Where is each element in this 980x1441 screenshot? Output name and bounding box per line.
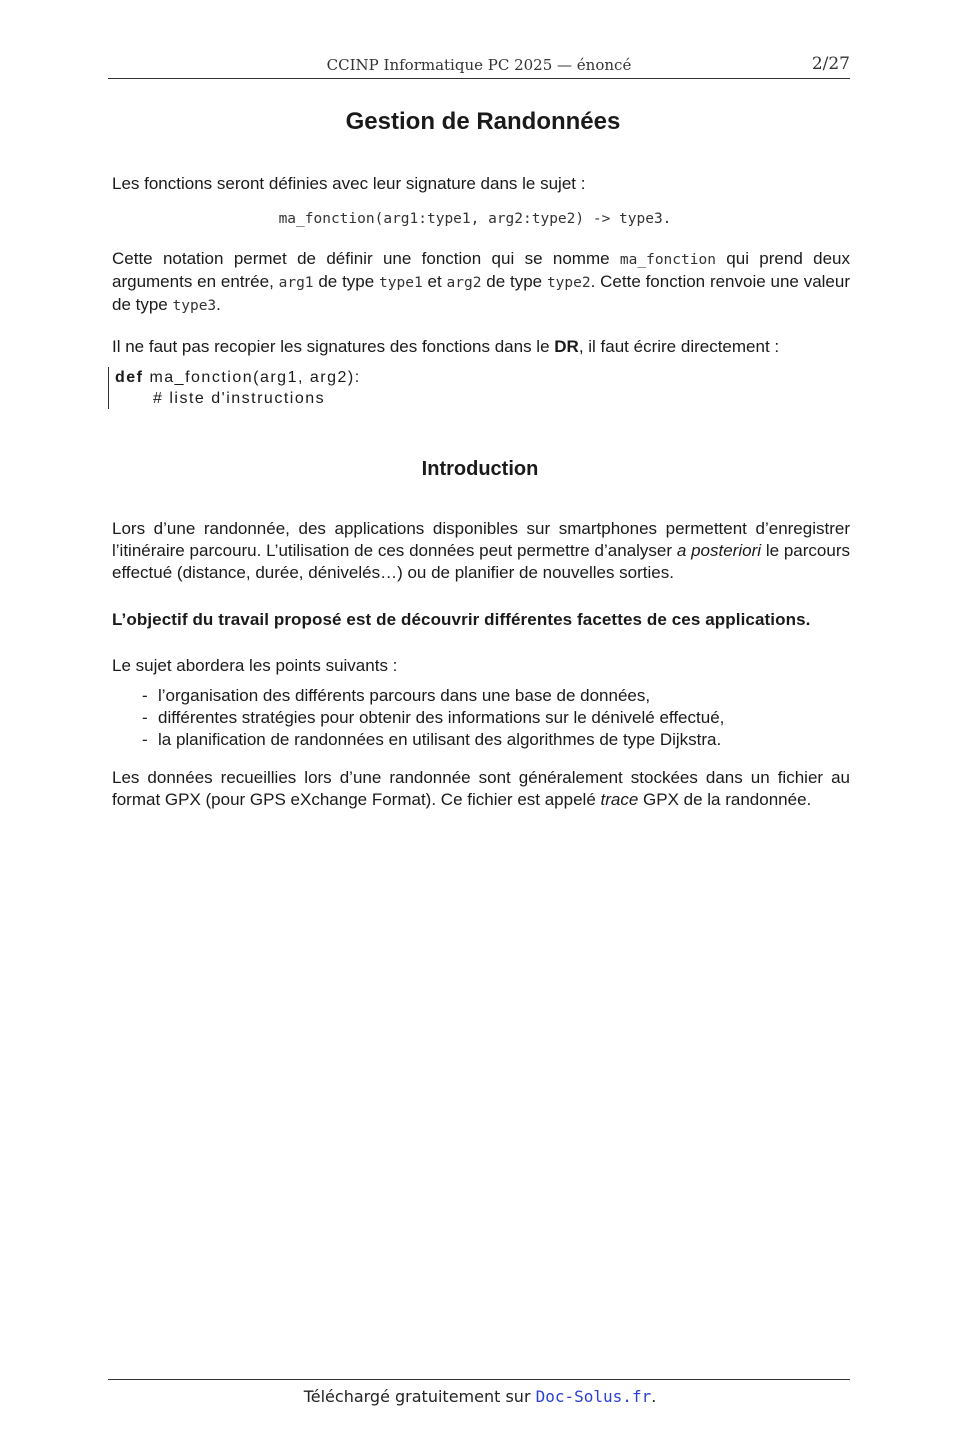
list-item: - différentes stratégies pour obtenir des informations sur le dénivelé effectué, xyxy=(142,707,724,729)
page-header xyxy=(108,52,850,79)
notation-paragraph xyxy=(112,248,850,317)
points-list xyxy=(142,685,724,751)
code-inline: type3 xyxy=(172,298,217,314)
intro-text: le parcours effectué (distance, durée, dénivelés…) ou de planifier de nouvelles sorties. xyxy=(112,541,850,582)
notation-text: de type xyxy=(313,272,380,291)
header-title: CCINP Informatique PC 2025 — énoncé xyxy=(326,56,632,74)
page-footer xyxy=(0,1387,960,1406)
section-title: Introduction xyxy=(421,458,539,480)
code-line-1: ma_fonction(arg1, arg2): xyxy=(143,369,361,386)
signature-intro: Les fonctions seront définies avec leur signature dans le sujet : xyxy=(112,174,586,193)
footer-divider xyxy=(108,1379,850,1380)
objective-statement: L’objectif du travail proposé est de découvrir différentes facettes de ces applications. xyxy=(112,610,811,629)
code-inline: type1 xyxy=(379,275,423,291)
dr-bold: DR xyxy=(554,337,579,356)
notation-text: de type xyxy=(481,272,547,291)
gpx-paragraph xyxy=(112,767,850,811)
dr-text: Il ne faut pas recopier les signatures des fonctions dans le xyxy=(112,337,555,356)
code-keyword: def xyxy=(115,369,144,386)
notation-text: . xyxy=(216,295,221,314)
document-title: Gestion de Randonnées xyxy=(345,108,621,135)
list-item: - la planification de randonnées en utilisant des algorithmes de type Dijkstra. xyxy=(142,729,724,751)
notation-text: Cette notation permet de définir une fonction qui se nomme xyxy=(112,249,620,268)
intro-paragraph xyxy=(112,518,850,584)
gpx-text: Les données recueillies lors d’une randonnée sont généralement stockées dans un fichier au format GPX (pour GPS eXchange Format). Ce fichier est appelé xyxy=(112,768,850,809)
footer-link[interactable]: Doc-Solus.fr xyxy=(535,1387,652,1406)
intro-text: Lors d’une randonnée, des applications disponibles sur smartphones permettent d’enregistrer l’itinéraire parcouru. L’utilisation de ces données peut permettre d’analyser xyxy=(112,519,850,560)
signature-example: ma_fonction(arg1:type1, arg2:type2) -> type3. xyxy=(278,211,672,227)
gpx-italic: trace xyxy=(600,790,639,809)
code-inline: type2 xyxy=(546,275,591,291)
gpx-text: GPX de la randonnée. xyxy=(638,790,812,809)
points-intro: Le sujet abordera les points suivants : xyxy=(112,656,398,675)
code-inline: arg2 xyxy=(446,275,482,291)
notation-text: et xyxy=(422,272,447,291)
footer-text: Téléchargé gratuitement sur xyxy=(303,1387,536,1406)
page-number: 2/27 xyxy=(811,54,850,74)
footer-end: . xyxy=(651,1387,657,1406)
notation-text: . Cette fonction renvoie une valeur de type xyxy=(112,272,851,314)
notation-text: qui prend deux arguments en entrée, xyxy=(112,249,850,291)
list-item: - l’organisation des différents parcours dans une base de données, xyxy=(142,685,724,707)
code-line-2: # liste d'instructions xyxy=(153,390,326,407)
code-inline: arg1 xyxy=(278,275,314,291)
dr-text: , il faut écrire directement : xyxy=(578,337,780,356)
code-block xyxy=(108,367,515,409)
dr-paragraph xyxy=(112,336,850,358)
code-inline: ma_fonction xyxy=(619,252,716,268)
intro-italic: a posteriori xyxy=(676,541,762,560)
